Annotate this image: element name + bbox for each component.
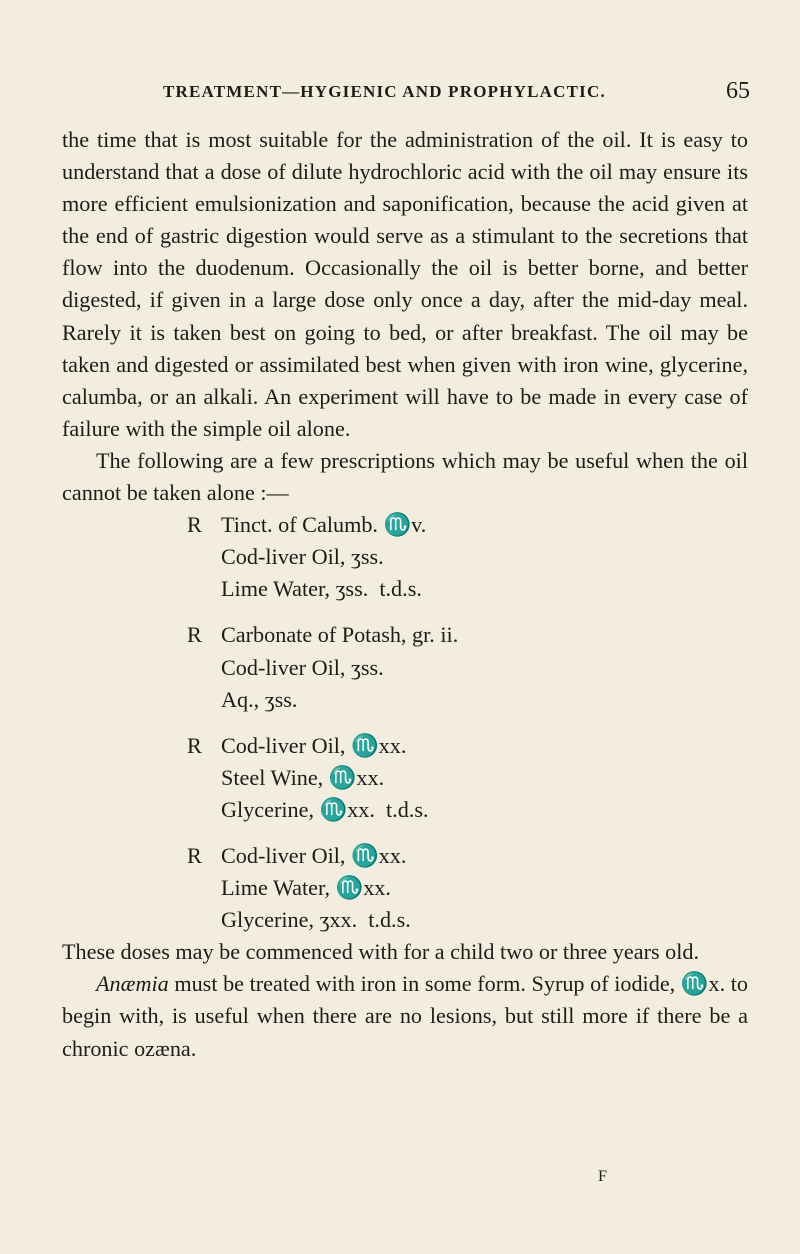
paragraph-dose-note: These doses may be commenced with for a child two or three years old. <box>62 939 700 965</box>
prescription-line: Glycerine, ♏xx. t.d.s. <box>221 796 429 822</box>
body-text <box>62 124 748 1065</box>
prescription-line: Cod-liver Oil, ♏xx. <box>221 732 407 758</box>
prescription-line: Lime Water, ʒss. t.d.s. <box>221 576 422 602</box>
prescription-line: Tinct. of Calumb. ♏v. <box>221 512 427 538</box>
prescription-line: Cod-liver Oil, ♏xx. <box>221 842 407 868</box>
prescription-line: Cod-liver Oil, ʒss. <box>221 654 384 680</box>
paragraph-prescriptions-intro: The following are a few prescriptions which may be useful when the oil cannot be taken alone :— <box>62 447 748 506</box>
page-header <box>60 78 750 108</box>
prescription <box>187 619 748 715</box>
anaemia-text: must be treated with iron in some form. Syrup of iodide, ♏x. to begin with, is useful when there are no lesions, but still more if there be a chronic ozæna. <box>62 971 748 1061</box>
prescription-list <box>62 509 748 936</box>
recipe-symbol: R <box>187 512 202 538</box>
prescription-line: Lime Water, ♏xx. <box>221 875 391 901</box>
page-number: 65 <box>726 78 750 104</box>
prescription <box>187 840 748 936</box>
recipe-symbol: R <box>187 732 202 758</box>
paragraph-anaemia <box>62 968 748 1064</box>
recipe-symbol: R <box>187 622 202 648</box>
prescription-line: Cod-liver Oil, ʒss. <box>221 544 384 570</box>
running-head: TREATMENT—HYGIENIC AND PROPHYLACTIC. <box>163 82 606 101</box>
prescription-line: Aq., ʒss. <box>221 686 298 712</box>
anaemia-term: Anæmia <box>96 971 169 997</box>
prescription-line: Glycerine, ʒxx. t.d.s. <box>221 907 411 933</box>
recipe-symbol: R <box>187 842 202 868</box>
prescription-line: Carbonate of Potash, gr. ii. <box>221 622 459 648</box>
paragraph-oil-administration: the time that is most suitable for the administration of the oil. It is easy to understand that a dose of dilute hydrochloric acid with the oil may ensure its more efficient emulsionization and saponification, because the acid given at the end of gastric digestion would serve as a stimulant to the secretions that flow into the duodenum. Occasionally the oil is better borne, and better digested, if given in a large dose only once a day, after the mid-day meal. Rarely it is taken best on going to bed, or after breakfast. The oil may be taken and digested or assimilated best when given with iron wine, glycerine, calumba, or an alkali. An experiment will have to be made in every case of failure with the simple oil alone. <box>62 127 748 441</box>
signature-mark: F <box>598 1168 607 1185</box>
prescription-line: Steel Wine, ♏xx. <box>221 764 385 790</box>
prescription <box>187 730 748 826</box>
prescription <box>187 509 748 605</box>
